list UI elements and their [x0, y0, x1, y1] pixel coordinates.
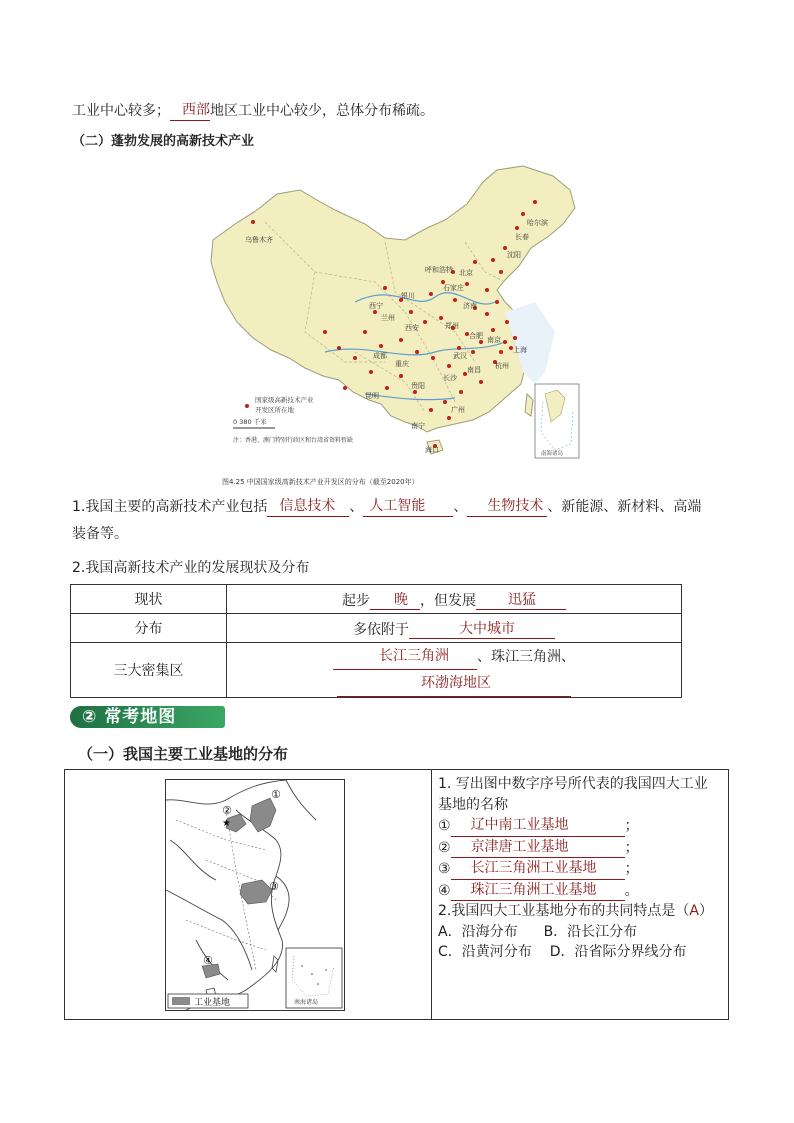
question-1-line1: 1.我国主要的高新技术产业包括 信息技术 、 人工智能 、 生物技术 、新能源、新材料、高端	[72, 498, 702, 515]
exercise-options-ab	[438, 922, 713, 943]
svg-text:南宁: 南宁	[411, 422, 425, 430]
svg-text:南海诸岛: 南海诸岛	[541, 451, 564, 457]
svg-text:长春: 长春	[515, 233, 529, 241]
question-1-line2: 装备等。	[72, 526, 128, 542]
answer-yangtze-delta: 长江三角洲	[333, 643, 477, 670]
answer-late: 晚	[370, 589, 420, 610]
exercise-q2-answer: A	[689, 903, 699, 919]
svg-text:重庆: 重庆	[395, 360, 409, 368]
svg-text:南昌: 南昌	[467, 366, 481, 374]
svg-text:成都: 成都	[373, 352, 387, 360]
marker-2: ②	[222, 804, 232, 817]
exercise-item-3: ③ 长江三角洲工业基地 ；	[438, 858, 713, 880]
industrial-base-map	[165, 779, 345, 1011]
svg-text:开发区所在地: 开发区所在地	[255, 406, 294, 414]
exercise-options-cd	[438, 942, 713, 963]
svg-text:武汉: 武汉	[453, 352, 467, 360]
option-c: C．沿黄河分布	[438, 944, 532, 960]
svg-text:海口: 海口	[425, 446, 439, 454]
row-status-content: 起步 晚 ，但发展 迅猛	[227, 585, 682, 614]
svg-text:乌鲁木齐: 乌鲁木齐	[245, 236, 273, 244]
section-title-high-tech: （二）蓬勃发展的高新技术产业	[72, 134, 255, 149]
svg-text:南海诸岛: 南海诸岛	[294, 999, 319, 1006]
map2-inset	[286, 948, 342, 1008]
svg-text:西宁: 西宁	[369, 302, 383, 310]
map2-legend	[168, 994, 248, 1008]
svg-text:郑州: 郑州	[445, 322, 459, 330]
svg-text:长沙: 长沙	[443, 374, 457, 382]
svg-text:0 380 千米: 0 380 千米	[233, 418, 267, 426]
svg-text:西安: 西安	[405, 324, 419, 332]
svg-text:呼和浩特: 呼和浩特	[425, 266, 453, 274]
svg-text:注：香港、澳门特别行政区和台湾省资料暂缺: 注：香港、澳门特别行政区和台湾省资料暂缺	[233, 437, 354, 444]
answer-bohai: 环渤海地区	[337, 670, 571, 697]
svg-text:哈尔滨: 哈尔滨	[527, 219, 548, 227]
question-2-title: 2.我国高新技术产业的发展现状及分布	[72, 560, 310, 576]
section-banner: ② 常考地图	[70, 706, 225, 728]
map1-caption: 图4.25 中国国家级高新技术产业开发区的分布（截至2020年）	[222, 478, 419, 486]
svg-text:合肥: 合肥	[469, 332, 483, 340]
svg-text:北京: 北京	[459, 269, 473, 277]
svg-text:广州: 广州	[451, 406, 465, 414]
high-tech-status-table	[70, 584, 682, 698]
svg-text:兰州: 兰州	[381, 314, 395, 322]
answer-ai: 人工智能	[363, 496, 453, 517]
answer-big-cities: 大中城市	[409, 618, 555, 639]
exercise-q1-line1: 1. 写出图中数字序号所代表的我国四大工业	[438, 776, 708, 792]
answer-west: 西部	[170, 100, 210, 121]
exercise-questions	[438, 774, 713, 963]
exercise-q1-line2: 基地的名称	[438, 796, 508, 813]
option-d: D．沿省际分界线分布	[549, 944, 687, 960]
intro-line: 工业中心较多； 西部地区工业中心较少，总体分布稀疏。	[72, 102, 434, 119]
row-distribution-content: 多依附于 大中城市	[227, 614, 682, 643]
row-label-distribution: 分布	[71, 614, 227, 643]
south-china-sea-inset	[535, 384, 579, 458]
svg-text:昆明: 昆明	[365, 392, 379, 400]
svg-text:银川: 银川	[401, 292, 415, 300]
base-1-shape	[250, 798, 276, 832]
row-label-three-zones: 三大密集区	[71, 643, 227, 698]
marker-1: ①	[271, 788, 281, 801]
svg-text:贵阳: 贵阳	[411, 382, 425, 390]
exercise-item-1: ① 辽中南工业基地 ；	[438, 815, 713, 837]
svg-text:工业基地: 工业基地	[194, 998, 231, 1008]
option-a: A．沿海分布	[438, 923, 518, 940]
option-b: B．沿长江分布	[543, 923, 638, 940]
section-title-industrial-bases: （一）我国主要工业基地的分布	[78, 745, 289, 763]
row-three-zones-content: 长江三角洲 、珠江三角洲、 环渤海地区	[227, 643, 682, 698]
svg-text:济南: 济南	[463, 302, 477, 310]
svg-text:杭州: 杭州	[495, 362, 509, 370]
base-3-shape	[240, 880, 272, 904]
exercise-q2: 2.我国四大工业基地分布的共同特点是（A）	[438, 903, 713, 919]
exercise-item-2: ② 京津唐工业基地 ；	[438, 837, 713, 859]
svg-text:★: ★	[222, 818, 231, 829]
exercise-item-4: ④ 珠江三角洲工业基地 。	[438, 880, 713, 902]
high-tech-zone-map	[205, 162, 585, 487]
answer-biotech: 生物技术	[467, 496, 547, 517]
svg-text:石家庄: 石家庄	[443, 284, 464, 292]
answer-rapid: 迅猛	[476, 589, 566, 610]
svg-text:沈阳: 沈阳	[507, 251, 521, 259]
marker-4: ④	[203, 954, 213, 967]
marker-3: ③	[269, 880, 279, 893]
row-label-status: 现状	[71, 585, 227, 614]
answer-info-tech: 信息技术	[267, 496, 349, 517]
svg-text:国家级高新技术产业: 国家级高新技术产业	[255, 396, 314, 404]
svg-text:上海: 上海	[513, 346, 527, 354]
svg-text:南京: 南京	[487, 336, 501, 344]
